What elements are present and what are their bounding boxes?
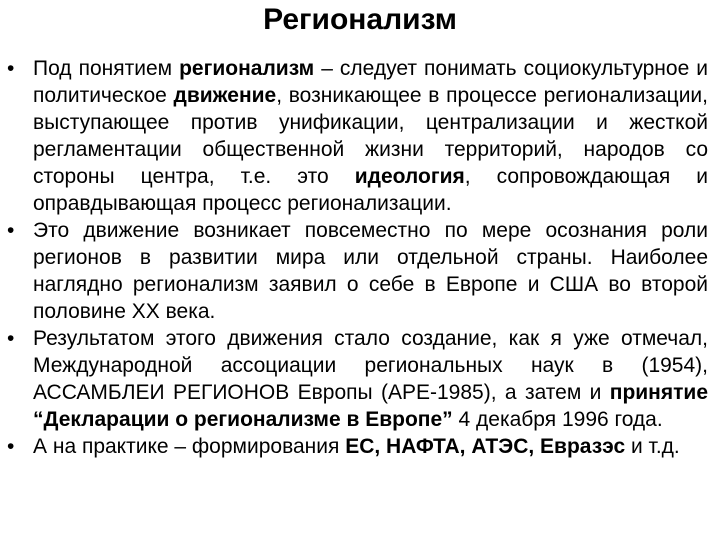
bullet-text-segment: , возникающее в процессе регионализации, выступающее против унификации, централизации и жесткой регламентации общественной жизни территорий, народов со стороны центра, т.е. это: [33, 84, 708, 188]
term-organizations: ЕС, НАФТА, АТЭС, Евразэс: [345, 435, 626, 458]
bullet-list: [0, 55, 720, 460]
bullet-marker: •: [7, 57, 15, 80]
bullet-item-definition: [0, 55, 720, 217]
slide-title: Регионализм: [263, 3, 457, 36]
bullet-text-segment: – следует понимать социокультурное и политическое: [33, 57, 709, 107]
bullet-item-practice: [0, 433, 720, 460]
term-movement: движение: [173, 84, 277, 107]
bullet-text-segment: , сопровождающая и оправдывающая процесс регионализации.: [33, 165, 708, 215]
bullet-item-spread: [0, 217, 720, 325]
bullet-item-results: [0, 325, 720, 433]
bullet-text-segment: и т.д.: [625, 435, 680, 458]
bullet-text-segment: Результатом этого движения стало создание, как я уже отмечал, Международной ассоциации региональных наук в (1954), АССАМБЛЕИ РЕГИОНОВ Европы (АРЕ-1985), а затем и: [33, 327, 708, 404]
term-regionalism: регионализм: [179, 57, 315, 80]
bullet-marker: •: [7, 435, 15, 458]
bullet-text-segment: Под понятием: [33, 57, 180, 80]
bullet-marker: •: [7, 219, 15, 242]
term-ideology: идеология: [354, 165, 465, 188]
bullet-text-segment: 4 декабря 1996 года.: [452, 408, 663, 431]
bullet-text-segment: Это движение возникает повсеместно по мере осознания роли регионов в развитии мира или отдельной страны. Наиболее наглядно регионализм заявил о себе в Европе и США во второй половине XX века.: [33, 219, 708, 323]
term-declaration: принятие “Декларации о регионализме в Европе”: [33, 381, 708, 431]
bullet-marker: •: [7, 327, 15, 350]
bullet-text-segment: А на практике – формирования: [33, 435, 346, 458]
